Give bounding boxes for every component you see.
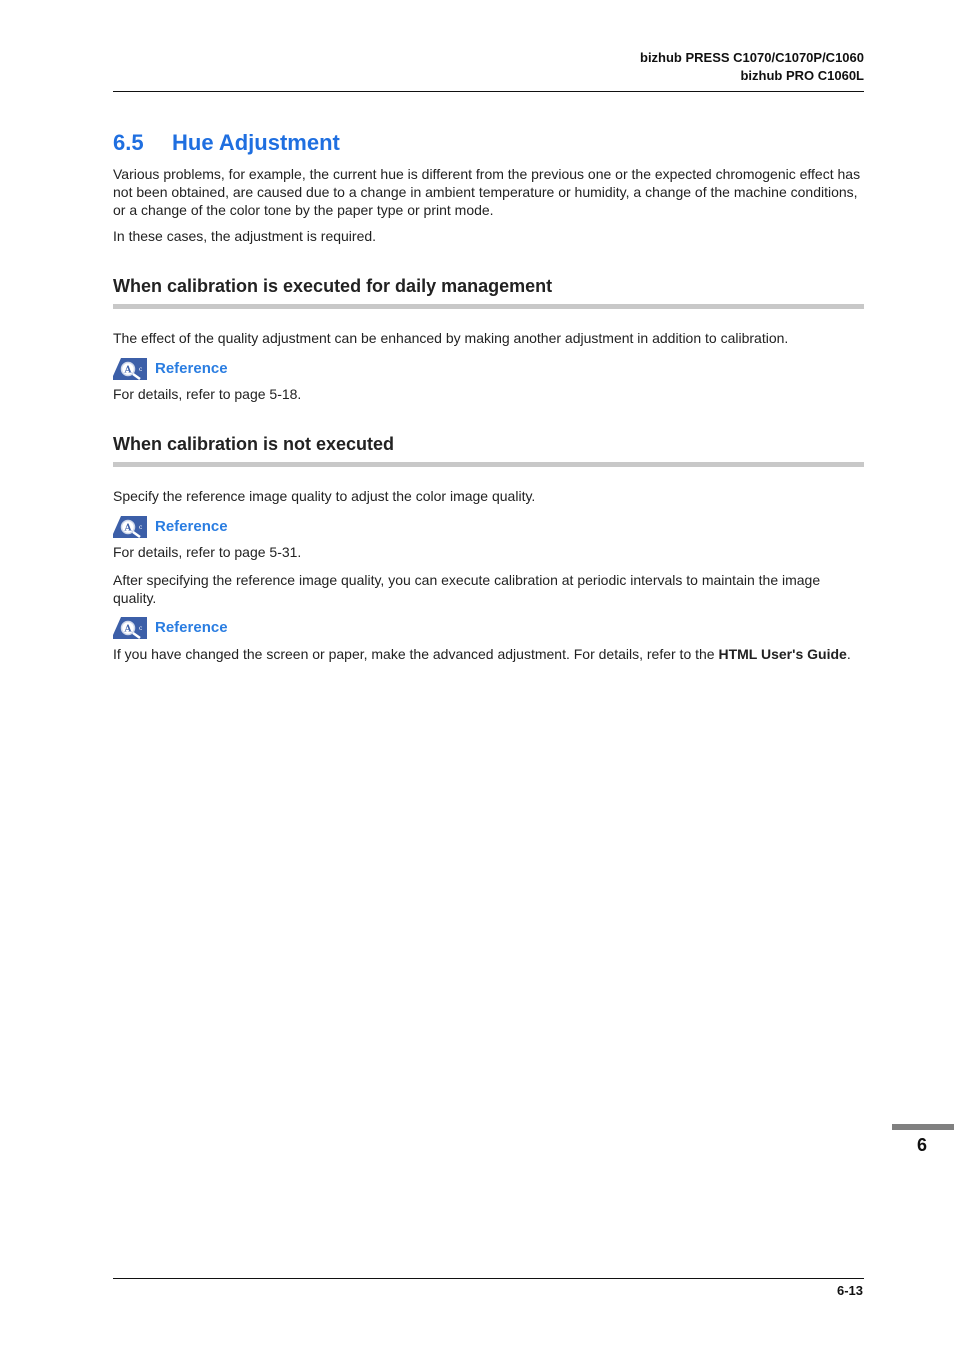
section-number: 6.5 (113, 130, 144, 155)
svg-text:A: A (124, 365, 132, 376)
chapter-tab-bar (892, 1124, 954, 1130)
sub2-body-2: After specifying the reference image quality, you can execute calibration at periodic intervals to maintain the image quality. (113, 572, 821, 606)
reference-magnifier-icon (113, 358, 147, 380)
sub2-body: Specify the reference image quality to adjust the color image quality. (113, 488, 536, 504)
section-title-text: Hue Adjustment (172, 130, 340, 155)
section-intro-2: In these cases, the adjustment is required. (113, 228, 377, 244)
section-title (113, 126, 340, 160)
reference-text: For details, refer to page 5-31. (113, 544, 302, 560)
chapter-number: 6 (916, 1135, 927, 1155)
reference-text-html-guide (113, 645, 873, 663)
svg-text:A: A (124, 523, 132, 534)
html-users-guide-emphasis: HTML User's Guide (718, 646, 847, 662)
subheading-divider (113, 462, 864, 467)
footer-rule (113, 1278, 864, 1279)
header-model-line2: bizhub PRO C1060L (740, 68, 864, 83)
svg-text:c: c (139, 625, 143, 632)
sub1-body: The effect of the quality adjustment can be enhanced by making another adjustment in addition to calibration. (113, 330, 789, 346)
reference-text-before: If you have changed the screen or paper, make the advanced adjustment. For details, refer to the (113, 646, 719, 662)
page-number: 6-13 (836, 1283, 863, 1298)
reference-magnifier-icon (113, 617, 147, 639)
section-intro: Various problems, for example, the current hue is different from the previous one or the expected chromogenic effect has not been obtained, are caused due to a change in ambient temperature or humidity, a change of the machine conditions, or a change of the color tone by the paper type or print mode. (113, 166, 861, 218)
header-model-line1: bizhub PRESS C1070/C1070P/C1060 (640, 50, 864, 65)
svg-text:c: c (139, 366, 143, 373)
reference-text: For details, refer to page 5-18. (113, 386, 302, 402)
subheading-not-executed: When calibration is not executed (113, 434, 395, 454)
reference-label: Reference (155, 619, 228, 636)
subheading-daily-management: When calibration is executed for daily management (113, 276, 553, 296)
svg-text:c: c (139, 524, 143, 531)
reference-magnifier-icon (113, 516, 147, 538)
reference-text-after: . (846, 646, 851, 662)
svg-text:A: A (124, 624, 132, 635)
subheading-divider (113, 304, 864, 309)
header-rule (113, 91, 864, 92)
reference-label: Reference (155, 518, 228, 535)
reference-label: Reference (155, 360, 228, 377)
